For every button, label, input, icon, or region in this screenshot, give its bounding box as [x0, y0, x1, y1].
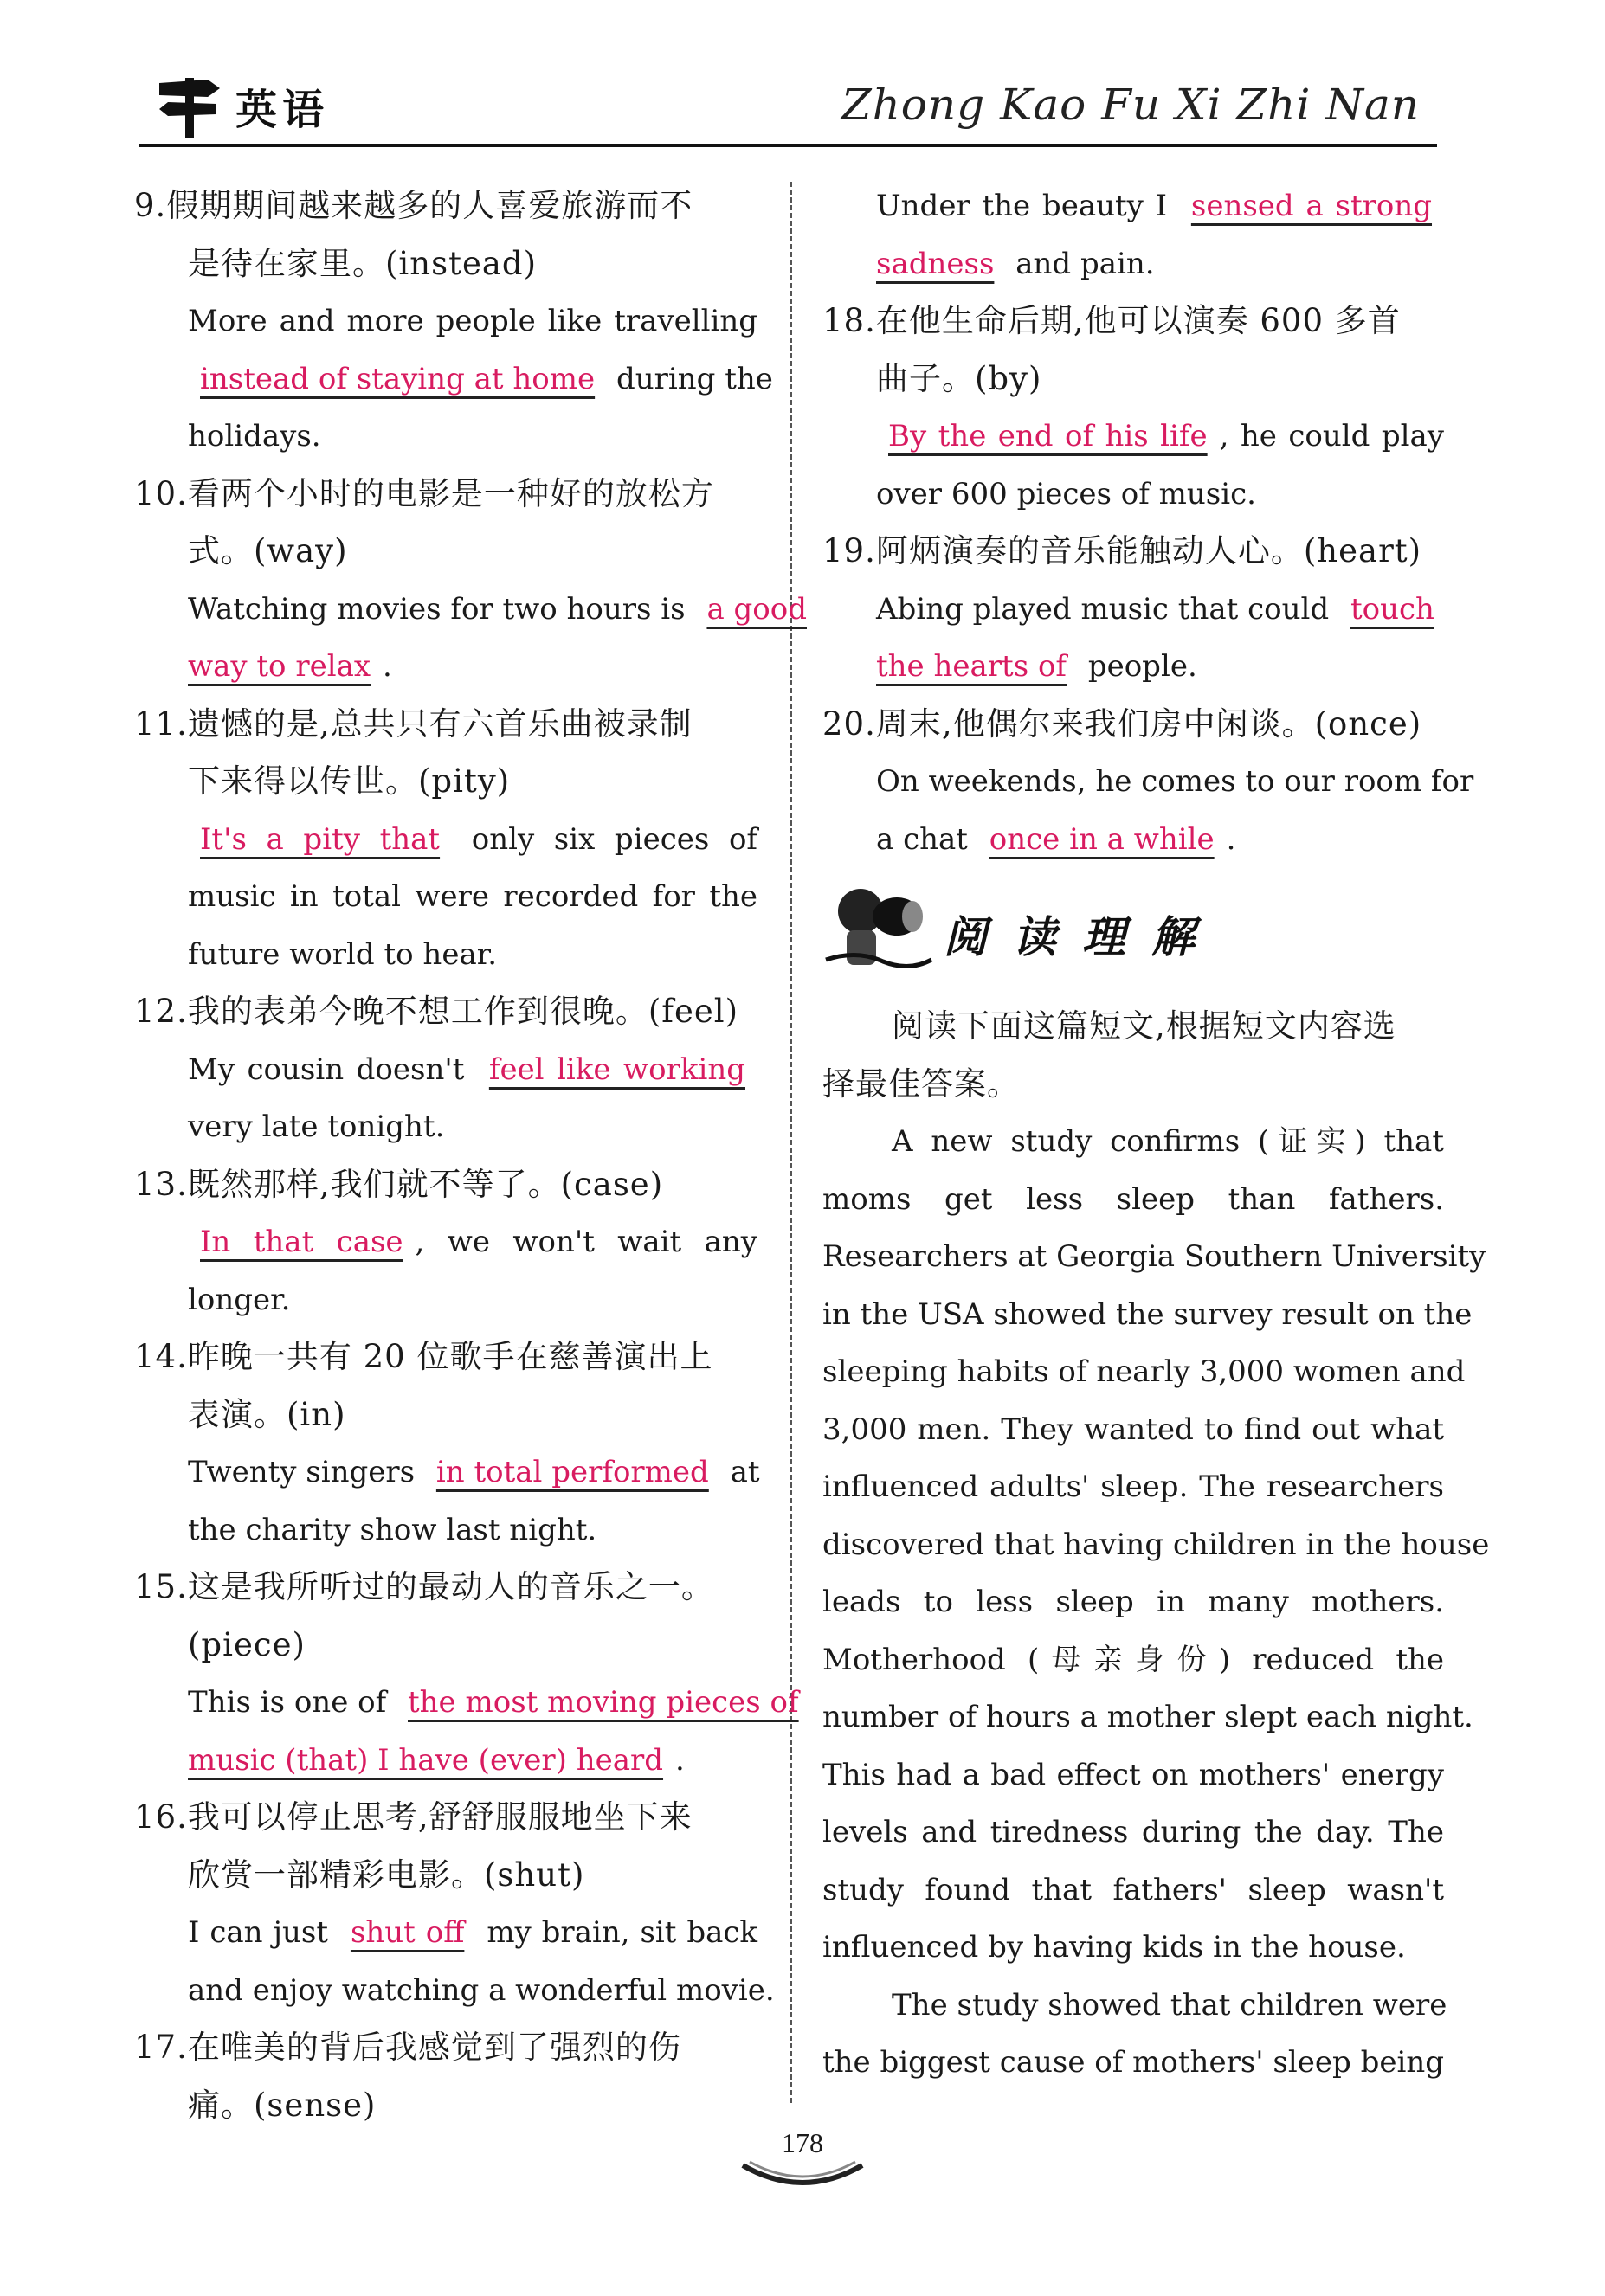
passage-line: number of hours a mother slept each night. — [822, 1700, 1473, 1734]
passage-line: levels and tiredness during the day. The — [822, 1815, 1444, 1849]
q12-chinese-1: 12.我的表弟今晚不想工作到很晚。(feel) — [134, 993, 739, 1030]
answer-blank: a good — [706, 591, 807, 627]
q9-english-1: More and more people like travelling — [188, 304, 757, 338]
left-column — [134, 177, 807, 2134]
q9-chinese-1: 9.假期期间越来越多的人喜爱旅游而不 — [134, 187, 693, 224]
right-column — [822, 177, 1490, 2092]
passage-line: the biggest cause of mothers' sleep being — [822, 2045, 1444, 2080]
q11-english-3: future world to hear. — [188, 936, 498, 972]
column-divider — [790, 182, 792, 2103]
q9-english-2: instead of staying at home during the — [134, 351, 757, 408]
reading-passage — [822, 1113, 1490, 2092]
reading-section-heading — [822, 868, 1444, 998]
passage-line: sleeping habits of nearly 3,000 women and — [822, 1354, 1466, 1389]
signpost-icon — [156, 71, 225, 140]
q20-english-2: a chat once in a while . — [876, 821, 1236, 857]
passage-line: 3,000 men. They wanted to find out what — [822, 1412, 1444, 1447]
header-rule — [139, 144, 1437, 147]
q15-chinese-2: (piece) — [188, 1625, 306, 1663]
subject-title: 英语 — [235, 86, 330, 134]
q20-english-1: On weekends, he comes to our room for — [876, 764, 1474, 799]
passage-line: This had a bad effect on mothers' energy — [822, 1757, 1444, 1792]
answer-blank: the most moving pieces of — [408, 1685, 799, 1720]
q15-english-2: music (that) I have (ever) heard . — [188, 1742, 685, 1778]
q10-english-1: Watching movies for two hours is a good — [134, 581, 757, 639]
q9-chinese-2: 是待在家里。(instead) — [188, 244, 538, 282]
q9-english-3: holidays. — [188, 419, 321, 453]
page-number: 178 — [782, 2127, 823, 2158]
page-number-ornament — [738, 2157, 867, 2191]
passage-line: moms get less sleep than fathers. — [822, 1181, 1444, 1217]
answer-blank: feel like working — [488, 1052, 745, 1087]
q13-english-2: longer. — [188, 1282, 291, 1317]
q16-english-2: and enjoy watching a wonderful movie. — [188, 1972, 775, 2008]
q18-english-1: By the end of his life , he could play — [822, 408, 1444, 466]
q11-chinese-1: 11.遗憾的是,总共只有六首乐曲被录制 — [134, 704, 693, 743]
answer-blank: once in a while — [989, 821, 1215, 857]
page-header — [139, 61, 1437, 147]
q14-english-1: Twenty singers in total performed at — [188, 1455, 760, 1489]
q16-chinese-2: 欣赏一部精彩电影。(shut) — [188, 1855, 585, 1894]
passage-line: The study showed that children were — [892, 1987, 1447, 2023]
answer-blank: way to relax — [188, 649, 371, 684]
q14-chinese-1: 14.昨晚一共有 20 位歌手在慈善演出上 — [134, 1338, 713, 1375]
passage-line: influenced by having kids in the house. — [822, 1930, 1406, 1965]
q13-english-1: In that case , we won't wait any — [134, 1213, 757, 1271]
binoculars-icon — [822, 877, 935, 981]
q14-chinese-2: 表演。(in) — [188, 1395, 346, 1433]
q18-chinese-1: 18.在他生命后期,他可以演奏 600 多首 — [822, 302, 1401, 339]
q18-english-2: over 600 pieces of music. — [876, 476, 1256, 511]
answer-blank: instead of staying at home — [200, 361, 596, 396]
answer-blank: sadness — [876, 246, 995, 281]
answer-blank: shut off — [350, 1915, 465, 1950]
answer-blank: By the end of his life — [888, 419, 1208, 453]
answer-blank: music (that) I have (ever) heard — [188, 1742, 664, 1778]
answer-blank: sensed a strong — [1190, 189, 1433, 223]
passage-line: leads to less sleep in many mothers. — [822, 1585, 1444, 1619]
reading-title: 阅读理解 — [944, 911, 1221, 962]
passage-line: Researchers at Georgia Southern University — [822, 1239, 1486, 1274]
q17-english-2: sadness and pain. — [876, 246, 1155, 281]
q11-english-2: music in total were recorded for the — [188, 879, 757, 914]
answer-blank: It's a pity that — [200, 821, 441, 857]
q10-chinese-2: 式。(way) — [188, 532, 348, 569]
passage-line: discovered that having children in the house — [822, 1527, 1490, 1562]
q19-english-2: the hearts of people. — [876, 649, 1197, 684]
passage-line: in the USA showed the survey result on the — [822, 1296, 1473, 1332]
q20-chinese-1: 20.周末,他偶尔来我们房中闲谈。(once) — [822, 704, 1422, 743]
answer-blank: in total performed — [435, 1455, 709, 1489]
answer-blank: In that case — [200, 1225, 403, 1259]
q13-chinese-1: 13.既然那样,我们就不等了。(case) — [134, 1165, 664, 1203]
q10-chinese-1: 10.看两个小时的电影是一种好的放松方 — [134, 474, 714, 512]
answer-blank: touch — [1350, 591, 1434, 627]
series-title: Zhong Kao Fu Xi Zhi Nan — [841, 80, 1420, 130]
q11-english-1: It's a pity that only six pieces of — [134, 811, 757, 869]
passage-line: study found that fathers' sleep wasn't — [822, 1872, 1444, 1907]
reading-instruction-2: 择最佳答案。 — [822, 1064, 1020, 1103]
q17-chinese-2: 痛。(sense) — [188, 2086, 377, 2124]
q17-english-1: Under the beauty I sensed a strong — [822, 177, 1444, 235]
passage-line: Motherhood (母亲身份) reduced the — [822, 1642, 1444, 1677]
q17-chinese-1: 17.在唯美的背后我感觉到了强烈的伤 — [134, 2029, 681, 2066]
q19-english-1: Abing played music that could touch — [822, 581, 1444, 639]
q18-chinese-2: 曲子。(by) — [876, 359, 1042, 397]
q16-chinese-1: 16.我可以停止思考,舒舒服服地坐下来 — [134, 1798, 693, 1836]
q14-english-2: the charity show last night. — [188, 1512, 597, 1547]
q15-english-1: This is one of the most moving pieces of — [134, 1674, 757, 1732]
q16-english-1: I can just shut off my brain, sit back — [188, 1915, 758, 1950]
q12-english-1: My cousin doesn't feel like working — [134, 1041, 757, 1099]
answer-blank: the hearts of — [876, 649, 1067, 684]
reading-instruction-1: 阅读下面这篇短文,根据短文内容选 — [892, 1007, 1396, 1045]
q10-english-2: way to relax . — [188, 649, 392, 684]
q11-chinese-2: 下来得以传世。(pity) — [188, 762, 511, 800]
q12-english-2: very late tonight. — [188, 1109, 445, 1144]
q19-chinese-1: 19.阿炳演奏的音乐能触动人心。(heart) — [822, 532, 1422, 569]
q15-chinese-1: 15.这是我所听过的最动人的音乐之一。 — [134, 1568, 714, 1605]
passage-line: influenced adults' sleep. The researchers — [822, 1470, 1444, 1504]
passage-line: A new study confirms (证实) that — [892, 1124, 1444, 1159]
